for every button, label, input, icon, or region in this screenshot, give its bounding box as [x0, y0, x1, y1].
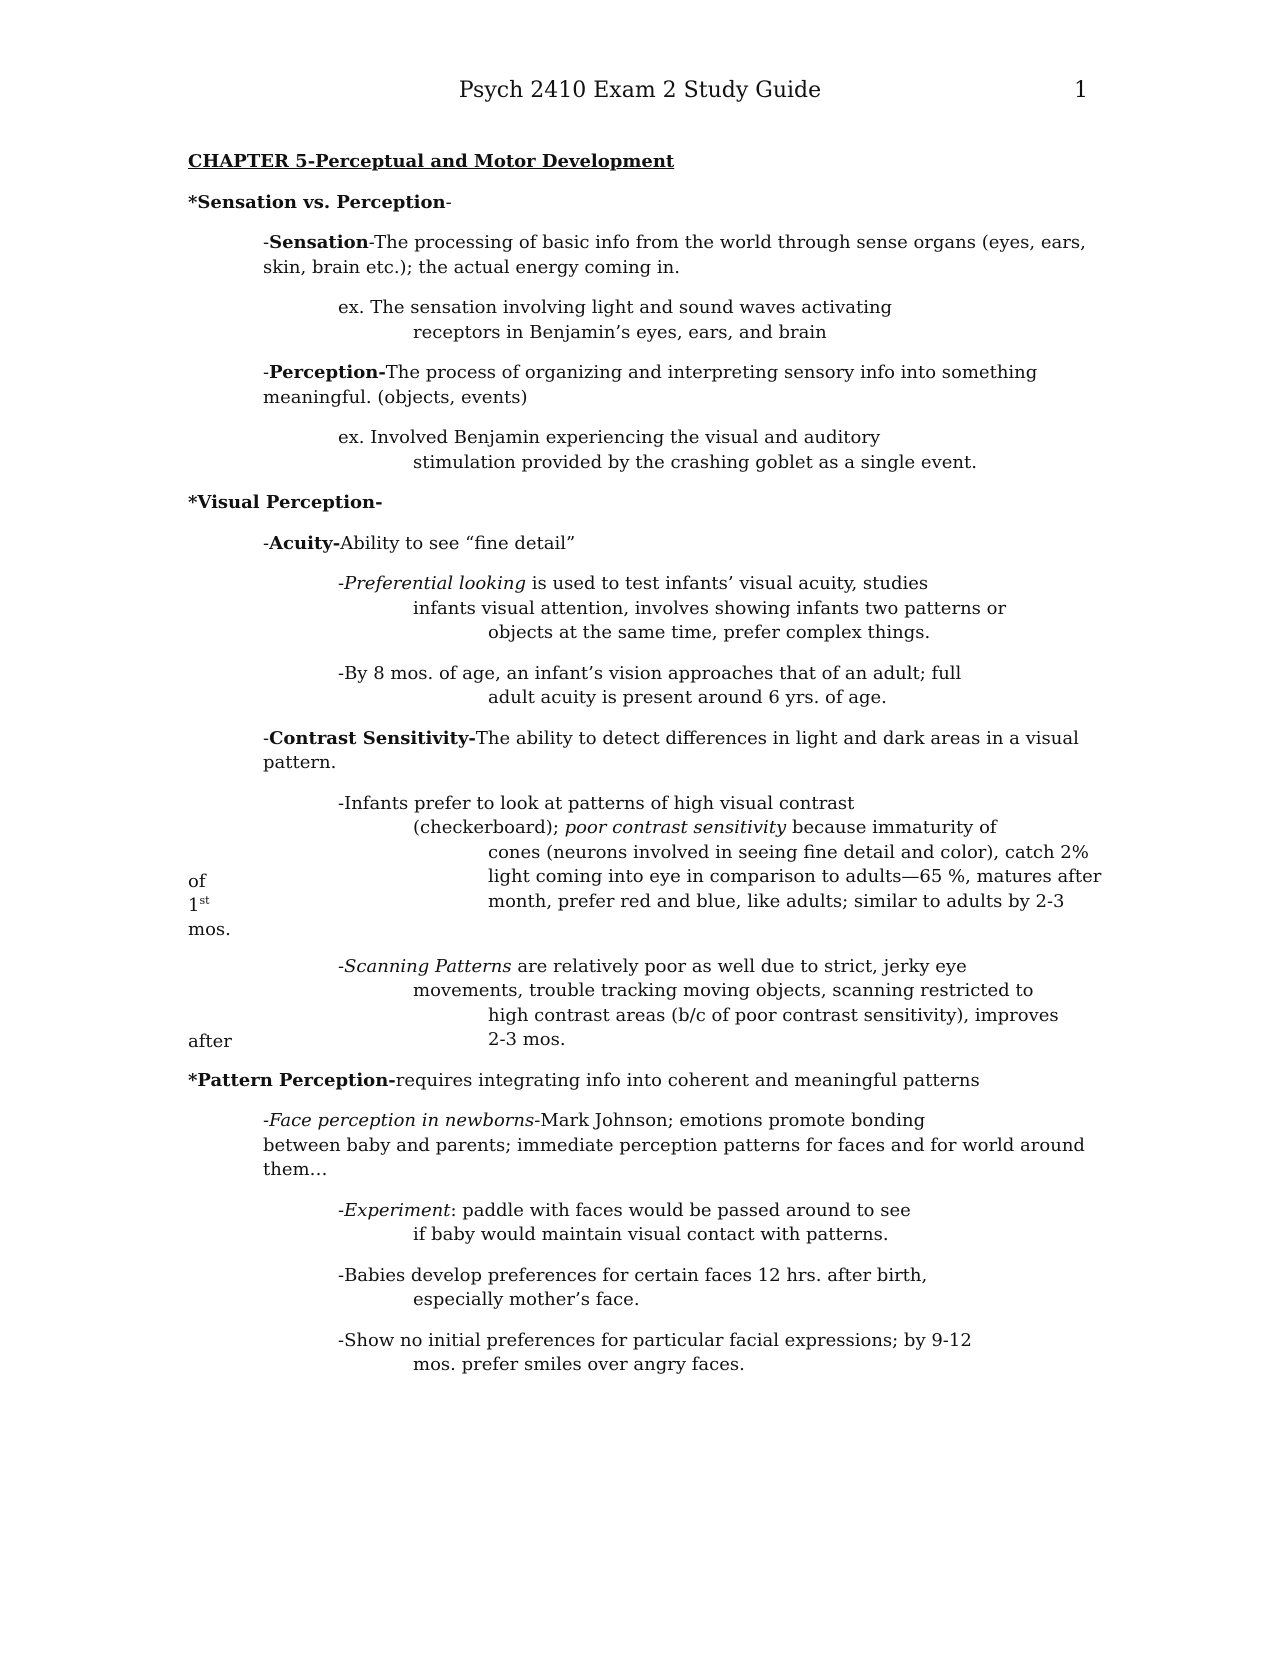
perception-example-2: stimulation provided by the crashing goblet as a single event. — [413, 451, 977, 473]
sensation-example-1: ex. The sensation involving light and sound waves activating — [338, 297, 893, 318]
experiment-2: if baby would maintain visual contact with patterns. — [413, 1224, 889, 1245]
heading-def: requires integrating info into coherent and meaningful patterns — [395, 1069, 980, 1091]
heading-tail: - — [445, 191, 452, 213]
preferential-looking-1 — [188, 572, 1088, 597]
heading-text: *Sensation vs. Perception — [188, 191, 446, 213]
section-heading-pattern-perception — [188, 1069, 1088, 1094]
contrast-infants-1: -Infants prefer to look at patterns of high visual contrast — [338, 792, 855, 814]
perception-term: Perception- — [269, 362, 386, 383]
heading-text: *Pattern Perception- — [188, 1069, 396, 1091]
scanning-term: Scanning Patterns — [344, 955, 512, 977]
contrast-inf-2a: (checkerboard); — [413, 817, 565, 838]
preferences-2: especially mother’s face. — [413, 1289, 640, 1310]
preferences-1: -Babies develop preferences for certain faces 12 hrs. after birth, — [338, 1264, 928, 1286]
scanning-1 — [188, 955, 1088, 980]
sensation-prefix: - — [263, 232, 270, 253]
face-line-1: Mark Johnson; emotions promote bonding — [540, 1110, 926, 1131]
margin-note-1: 1 — [188, 895, 200, 916]
perception-example-1: ex. Involved Benjamin experiencing the visual and auditory — [338, 427, 881, 448]
perception-def-1: The process of organizing and interpreting sensory info into something — [385, 362, 1038, 383]
contrast-infants-3: cones (neurons involved in seeing fine detail and color), catch 2% — [488, 841, 1089, 863]
document-body — [188, 150, 1102, 1378]
face-perception-3: them… — [263, 1159, 328, 1180]
face-perception-1 — [188, 1109, 1088, 1134]
section-heading-visual-perception — [188, 491, 1088, 516]
pl-line-1: is used to test infants’ visual acuity, studies — [526, 573, 929, 594]
page-number: 1 — [1074, 78, 1088, 103]
experiment-line-1: : paddle with faces would be passed around to see — [450, 1199, 911, 1221]
preferential-looking-2: infants visual attention, involves showing infants two patterns or — [413, 597, 1007, 619]
heading-text: *Visual Perception- — [188, 492, 383, 513]
preferential-looking-3: objects at the same time, prefer complex things. — [488, 622, 931, 643]
acuity-age-2: adult acuity is present around 6 yrs. of age. — [488, 687, 887, 708]
sensation-term: Sensation — [269, 232, 369, 253]
experiment-prefix: - — [338, 1199, 345, 1221]
scanning-2: movements, trouble tracking moving objects, scanning restricted to — [413, 980, 1034, 1001]
expressions-1: -Show no initial preferences for particular facial expressions; by 9-12 — [338, 1329, 972, 1351]
page-header-title: Psych 2410 Exam 2 Study Guide — [458, 78, 822, 103]
experiment-1 — [188, 1199, 1088, 1224]
pl-term: Preferential looking — [344, 573, 527, 594]
perception-prefix: - — [263, 362, 270, 383]
pl-prefix: - — [338, 573, 345, 594]
contrast-term: Contrast Sensitivity- — [269, 727, 476, 749]
contrast-def-1: The ability to detect differences in light and dark areas in a visual — [475, 727, 1079, 749]
scanning-4: 2-3 mos. — [488, 1029, 566, 1050]
experiment-term: Experiment — [344, 1199, 451, 1221]
contrast-def-2: pattern. — [263, 752, 337, 773]
margin-note-of: of — [188, 871, 206, 892]
perception-definition — [188, 361, 1088, 386]
chapter-title: CHAPTER 5-Perceptual and Motor Development — [188, 151, 675, 172]
perception-def-2: meaningful. (objects, events) — [263, 386, 528, 408]
contrast-inf-2b: because immaturity of — [786, 817, 997, 838]
sensation-def-1: -The processing of basic info from the world through sense organs (eyes, ears, — [368, 232, 1086, 253]
contrast-prefix: - — [263, 727, 270, 749]
sensation-example-2: receptors in Benjamin’s eyes, ears, and brain — [413, 321, 827, 343]
acuity-prefix: - — [263, 532, 270, 554]
contrast-infants-5: month, prefer red and blue, like adults; similar to adults by 2-3 — [488, 890, 1065, 912]
margin-note-after: after — [188, 1031, 232, 1052]
expressions-2: mos. prefer smiles over angry faces. — [413, 1354, 745, 1375]
acuity-age-1: -By 8 mos. of age, an infant’s vision approaches that of an adult; full — [338, 662, 962, 684]
acuity-definition — [188, 532, 1088, 557]
contrast-definition — [188, 727, 1088, 752]
sensation-definition — [188, 231, 1088, 256]
sensation-def-2: skin, brain etc.); the actual energy coming in. — [263, 256, 680, 278]
margin-note-st: st — [199, 894, 210, 907]
contrast-inf-term: poor contrast sensitivity — [564, 817, 787, 838]
scanning-line-1: are relatively poor as well due to strict, jerky eye — [511, 955, 967, 977]
scanning-prefix: - — [338, 955, 345, 977]
contrast-infants-2 — [188, 816, 1088, 841]
face-term: Face perception in newborns- — [269, 1110, 541, 1131]
face-perception-2: between baby and parents; immediate perception patterns for faces and for world around — [263, 1134, 1085, 1156]
scanning-3: high contrast areas (b/c of poor contrast sensitivity), improves — [488, 1004, 1059, 1026]
face-prefix: - — [263, 1110, 270, 1131]
acuity-term: Acuity- — [269, 532, 341, 554]
margin-note-mos: mos. — [188, 919, 231, 940]
contrast-infants-4: light coming into eye in comparison to adults—65 %, matures after — [488, 866, 1102, 887]
acuity-def: Ability to see “fine detail” — [340, 532, 576, 554]
section-heading-sensation-perception — [188, 191, 1088, 216]
